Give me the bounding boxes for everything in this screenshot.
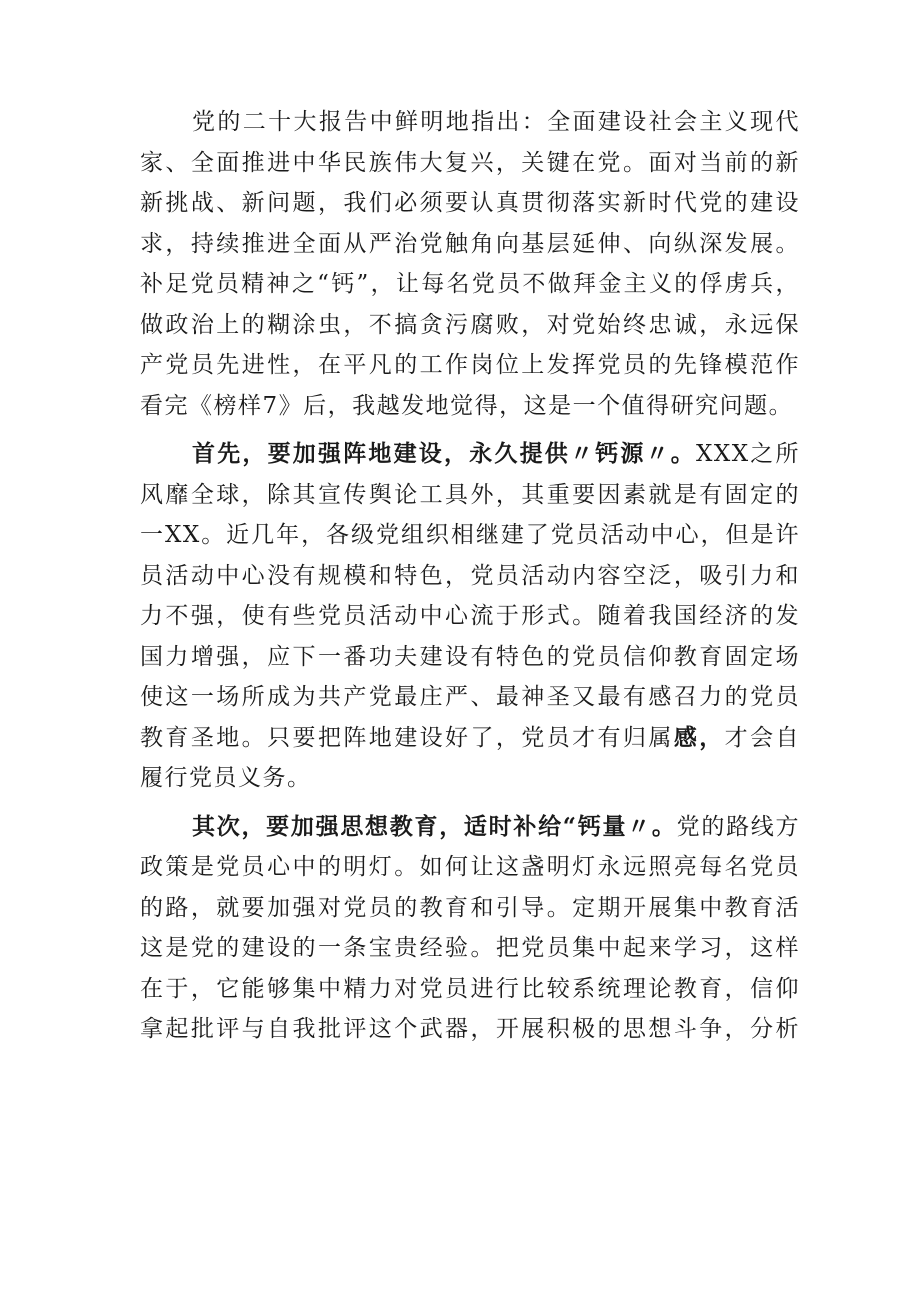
line-text: 教育圣地。只要把阵地建设好了，党员才有归属: [140, 724, 674, 751]
text-line: [140, 102, 800, 143]
text-line: [140, 758, 800, 799]
text-line: [140, 305, 800, 346]
line-text: XXX之所: [695, 441, 800, 467]
paragraph: [140, 434, 800, 799]
text-line: [140, 677, 800, 718]
line-text: 做政治上的糊涂虫，不搞贪污腐败，对党始终忠诚，永远保: [140, 311, 800, 338]
text-line: [140, 475, 800, 516]
document-body: [140, 102, 800, 1050]
text-line: [140, 515, 800, 556]
line-text: 这是党的建设的一条宝贵经验。把党员集中起来学习，这样: [140, 935, 800, 961]
paragraph-gap: [140, 799, 800, 807]
paragraph: [140, 102, 800, 426]
text-line: [140, 434, 800, 475]
text-line: [140, 345, 800, 386]
line-text: 国力增强，应下一番功夫建设有特色的党员信仰教育固定场: [140, 643, 800, 670]
line-text: 党的路线方: [676, 813, 800, 840]
text-line: [140, 969, 800, 1010]
text-line: [140, 888, 800, 929]
line-text: 员活动中心没有规模和特色，党员活动内容空泛，吸引力和: [140, 562, 800, 589]
text-line: [140, 386, 800, 427]
line-text: 求，持续推进全面从严治党触角向基层延伸、向纵深发展。: [140, 230, 800, 257]
text-line: [140, 1009, 800, 1050]
text-line: [140, 264, 800, 305]
line-text: 补足党员精神之“钙”，让每名党员不做拜金主义的俘虏兵，: [140, 271, 800, 297]
bold-heading: 其次，要加强思想教育，适时补给“钙量〃。: [192, 812, 677, 840]
text-line: [140, 718, 800, 759]
text-line: [140, 847, 800, 888]
bold-emphasis: 感，: [673, 723, 725, 751]
line-text: 使这一场所成为共产党最庄严、最神圣又最有感召力的党员: [140, 684, 800, 710]
text-line: [140, 143, 800, 184]
text-line: [140, 596, 800, 637]
bold-heading: 首先，要加强阵地建设，永久提供〃钙源〃。: [192, 440, 696, 467]
text-line: [140, 556, 800, 597]
text-line: [140, 637, 800, 678]
paragraph: [140, 807, 800, 1050]
line-text: 政策是党员心中的明灯。如何让这盏明灯永远照亮每名党员: [140, 854, 800, 880]
line-text: 看完《榜样7》后，我越发地觉得，这是一个值得研究问题。: [140, 392, 794, 419]
line-text: 的路，就要加强对党员的教育和引导。定期开展集中教育活: [140, 894, 800, 921]
line-text: 拿起批评与自我批评这个武器，开展积极的思想斗争，分析: [140, 1016, 800, 1042]
line-text: 力不强，使有些党员活动中心流于形式。随着我国经济的发: [140, 603, 800, 629]
line-text: 风靡全球，除其宣传舆论工具外，其重要因素就是有固定的: [140, 481, 800, 508]
line-text: 党的二十大报告中鲜明地指出：全面建设社会主义现代: [192, 109, 800, 135]
line-text: 在于，它能够集中精力对党员进行比较系统理论教育，信仰: [140, 975, 800, 1002]
line-text: 产党员先进性，在平凡的工作岗位上发挥党员的先锋模范作: [140, 352, 800, 378]
line-text: 履行党员义务。: [140, 765, 312, 791]
paragraph-gap: [140, 426, 800, 434]
line-text-tail: 才会自: [724, 724, 800, 751]
text-line: [140, 224, 800, 265]
text-line: [140, 807, 800, 848]
line-text: 新挑战、新问题，我们必须要认真贯彻落实新时代党的建设: [140, 190, 800, 216]
line-text: 家、全面推进中华民族伟大复兴，关键在党。面对当前的新: [140, 149, 800, 176]
text-line: [140, 183, 800, 224]
text-line: [140, 928, 800, 969]
line-text: 一XX。近几年，各级党组织相继建了党员活动中心，但是许: [140, 522, 800, 548]
